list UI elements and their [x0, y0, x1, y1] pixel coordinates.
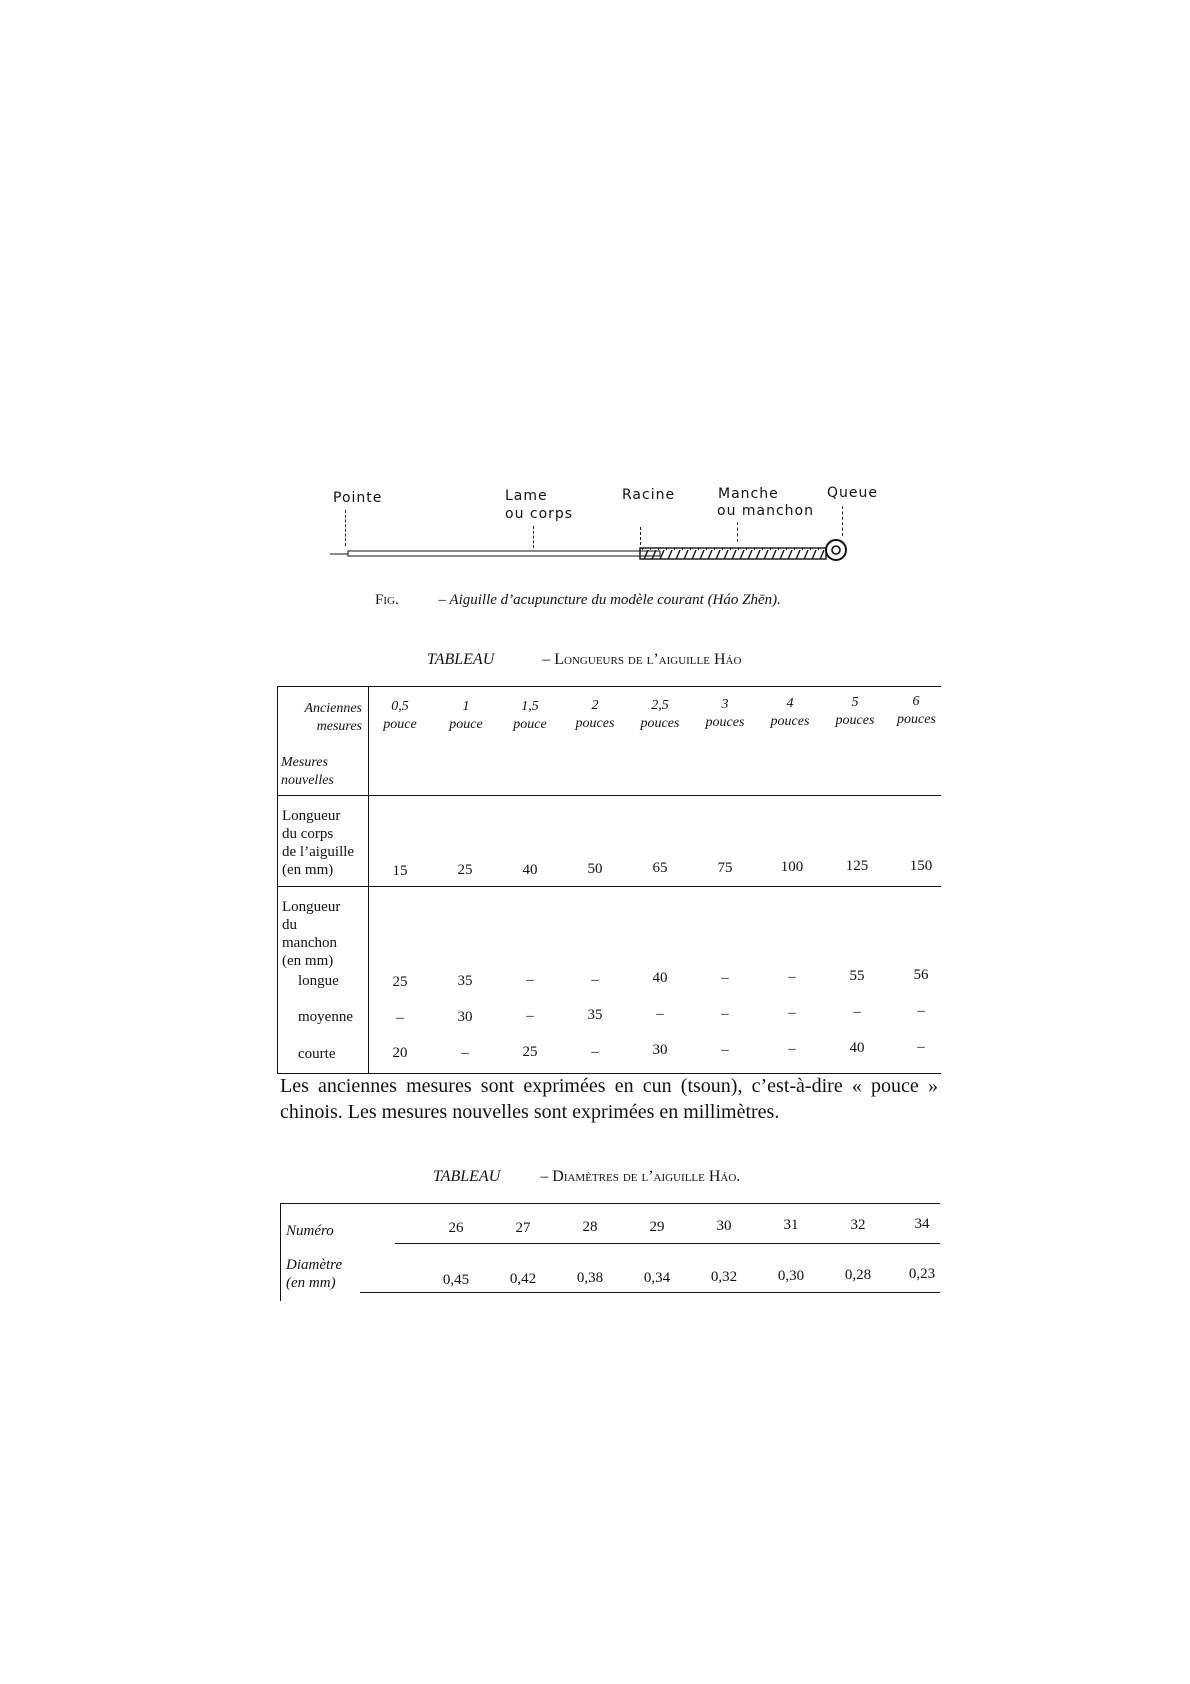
table-cell: 50	[587, 861, 603, 877]
col-header	[444, 698, 488, 734]
table-cell: 20	[392, 1045, 408, 1061]
table-cell: 28	[582, 1219, 598, 1235]
col-unit: pouce	[513, 717, 547, 732]
col-header	[380, 698, 420, 734]
label-line: (en mm)	[282, 862, 334, 878]
table-cell: –	[788, 1041, 796, 1057]
table-cell: –	[721, 1006, 729, 1022]
label-line: Longueur	[282, 808, 341, 824]
table-cell: –	[917, 1003, 925, 1019]
table-cell: 40	[652, 970, 668, 986]
col-num: 0,5	[391, 699, 409, 714]
col-unit: pouces	[897, 712, 936, 727]
col-unit: pouces	[575, 716, 615, 731]
table-cell: –	[917, 1039, 925, 1055]
table-cell: –	[591, 1044, 599, 1060]
label-racine: Racine	[622, 487, 676, 503]
header-new-line2: nouvelles	[281, 773, 334, 788]
col-num: 6	[912, 694, 920, 709]
table-cell: –	[721, 1042, 729, 1058]
table-cell: –	[656, 1006, 664, 1022]
body-length-label	[282, 807, 354, 879]
label-lame: Lame	[505, 488, 548, 504]
diametre-label	[286, 1256, 342, 1292]
label-manche: Manche	[718, 486, 779, 502]
table-cell: –	[591, 972, 599, 988]
col-header	[635, 697, 685, 733]
table-cell: 0,34	[643, 1270, 671, 1286]
caption-text: – Aiguille d’acupuncture du modèle courant (Háo Zhēn).	[438, 592, 781, 608]
label-line: Longueur	[282, 899, 341, 915]
table-cell: 30	[652, 1042, 668, 1058]
table-lengths-title	[427, 651, 741, 669]
col-unit: pouces	[835, 713, 875, 728]
col-unit: pouces	[705, 715, 745, 730]
table-cell: 100	[780, 859, 804, 875]
label-queue: Queue	[827, 485, 878, 501]
label-pointe: Pointe	[333, 490, 383, 506]
col-num: 3	[721, 697, 729, 712]
row-label-moyenne: moyenne	[298, 1009, 353, 1025]
table-cell: 0,38	[576, 1270, 604, 1286]
label-manchon: ou manchon	[717, 503, 814, 519]
table-lengths-header-rule	[277, 795, 941, 796]
table-cell: –	[788, 1005, 796, 1021]
col-num: 2	[591, 698, 599, 713]
table-lengths-col-rule	[368, 686, 369, 1074]
diametre-label-line2: (en mm)	[286, 1275, 336, 1291]
label-line: du corps	[282, 826, 334, 842]
table-cell: 29	[649, 1219, 665, 1235]
table-cell: 35	[587, 1007, 603, 1023]
table-cell: 40	[849, 1040, 865, 1056]
table-lengths-left-rule	[277, 686, 278, 1074]
queue-tick	[842, 506, 843, 536]
col-num: 2,5	[651, 698, 669, 713]
table-lengths-body-rule	[277, 886, 941, 887]
col-num: 5	[851, 695, 859, 710]
table-cell: 34	[914, 1216, 930, 1232]
table-diameters-label: TABLEAU	[433, 1168, 501, 1185]
col-header-clip	[893, 693, 939, 733]
header-old-line1: Anciennes	[304, 701, 362, 716]
col-num: 4	[786, 696, 794, 711]
col-header	[700, 696, 750, 732]
table-lengths-heading: – Longueurs de l’aiguille Háo	[542, 651, 742, 668]
table-cell: 0,28	[844, 1267, 872, 1283]
body-paragraph: Les anciennes mesures sont exprimées en cun (tsoun), c’est-à-dire « pouce » chinois. Les mesures nouvelles sont exprimées en millimètres.	[280, 1075, 938, 1123]
table-cell: –	[788, 969, 796, 985]
col-num: 1,5	[521, 699, 539, 714]
table-cell: 75	[717, 860, 733, 876]
label-line: de l’aiguille	[282, 844, 355, 860]
table-lengths-label: TABLEAU	[427, 651, 495, 668]
needle-drawing	[330, 536, 860, 562]
table-cell: 30	[716, 1218, 732, 1234]
table-cell: 40	[522, 862, 538, 878]
header-old-line2: mesures	[316, 719, 362, 734]
figure-caption	[375, 592, 781, 609]
col-unit: pouce	[449, 717, 483, 732]
numero-label: Numéro	[286, 1223, 334, 1239]
header-new-line1: Mesures	[281, 755, 328, 770]
label-line: manchon	[282, 935, 337, 951]
table-cell: 26	[448, 1220, 464, 1236]
col-header	[570, 697, 620, 733]
label-line: (en mm)	[282, 953, 334, 969]
table-cell: 150	[909, 858, 933, 874]
table-cell: 0,30	[777, 1268, 805, 1284]
table-cell: 25	[522, 1044, 538, 1060]
table-cell: 65	[652, 860, 668, 876]
table-cell: 56	[913, 967, 929, 983]
col-num: 1	[462, 699, 470, 714]
diametre-label-line1: Diamètre	[286, 1257, 343, 1273]
table-diameters-top-rule	[280, 1203, 940, 1204]
header-new-measures	[281, 754, 334, 790]
table-cell: 55	[849, 968, 865, 984]
col-unit: pouce	[383, 717, 417, 732]
table-cell: 0,32	[710, 1269, 738, 1285]
table-cell: 30	[457, 1009, 473, 1025]
row-label-longue: longue	[298, 973, 339, 989]
table-cell: 0,23	[908, 1266, 936, 1282]
table-diameters-heading: – Diamètres de l’aiguille Háo.	[540, 1168, 741, 1185]
col-unit: pouces	[640, 716, 680, 731]
label-line: du	[282, 917, 297, 933]
handle-shape	[640, 548, 826, 559]
col-header	[765, 695, 815, 731]
table-cell: 15	[392, 863, 408, 879]
table-cell: 35	[457, 973, 473, 989]
table-cell: –	[526, 1008, 534, 1024]
table-cell: 0,45	[442, 1272, 470, 1288]
table-cell: 27	[515, 1220, 531, 1236]
table-cell: –	[396, 1010, 404, 1026]
col-header	[508, 698, 552, 734]
table-cell: 125	[845, 858, 869, 874]
col-unit: pouces	[770, 714, 810, 729]
table-diameters-left-rule	[280, 1203, 281, 1301]
table-cell: 25	[457, 862, 473, 878]
table-cell: 0,42	[509, 1271, 537, 1287]
col-header	[830, 694, 880, 730]
header-old-measures	[280, 700, 362, 736]
table-cell: –	[461, 1045, 469, 1061]
caption-prefix: Fig.	[375, 592, 399, 608]
row-label-courte: courte	[298, 1046, 336, 1062]
handle-length-label	[282, 898, 340, 970]
table-cell: –	[526, 972, 534, 988]
table-cell: –	[721, 970, 729, 986]
col-header	[893, 693, 939, 729]
table-diameters-bottom-rule	[360, 1292, 940, 1293]
table-diameters-title	[433, 1168, 740, 1186]
table-cell: 25	[392, 974, 408, 990]
table-cell: 31	[783, 1217, 799, 1233]
table-cell: –	[853, 1004, 861, 1020]
table-lengths-top-rule	[277, 686, 941, 687]
table-diameters-mid-rule	[395, 1243, 940, 1244]
table-cell: 32	[850, 1217, 866, 1233]
label-corps: ou corps	[505, 506, 574, 522]
